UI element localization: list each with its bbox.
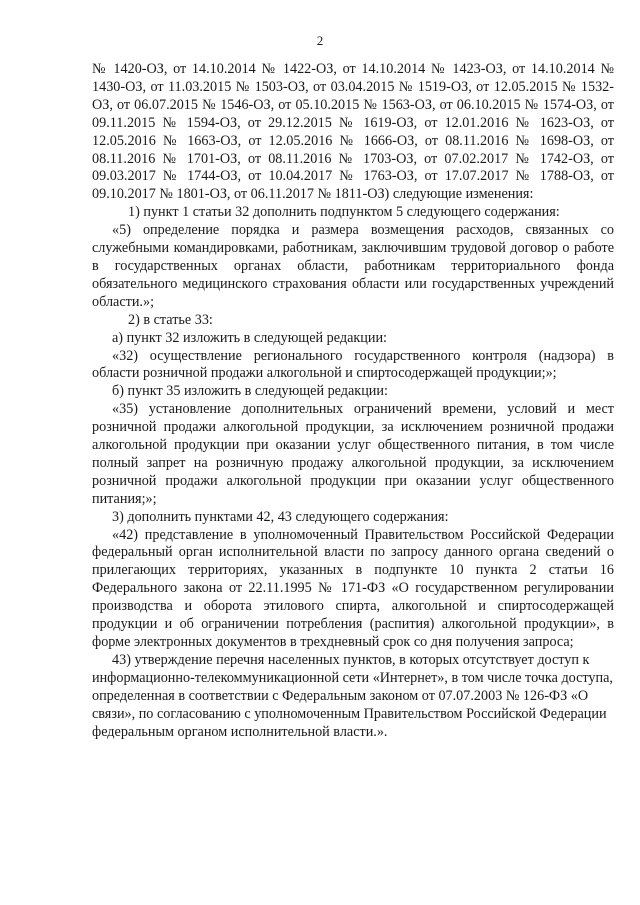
paragraph-item-2a: а) пункт 32 изложить в следующей редакции: [112, 329, 387, 346]
paragraph-item-3: 3) дополнить пунктами 42, 43 следующего содержания: [112, 508, 449, 525]
paragraph-point-35: «35) установление дополнительных ограничений времени, условий и мест розничной продажи алкогольной продукции, за исключением розничной продажи алкогольной продукции при оказании услуг общественного питания, в том числе полный запрет на розничную продажу алкогольной продукции, за исключением розничной продажи алкогольной продукции при оказании услуг общественного питания;»; [92, 401, 614, 507]
paragraph-amended-laws-list: № 1420-ОЗ, от 14.10.2014 № 1422-ОЗ, от 14.10.2014 № 1423-ОЗ, от 14.10.2014 № 1430-ОЗ, от 11.03.2015 № 1503-ОЗ, от 03.04.2015 № 1519-ОЗ, от 12.05.2015 № 1532-ОЗ, от 06.07.2015 № 1546-ОЗ, от 05.10.2015 № 1563-ОЗ, от 06.10.2015 № 1574-ОЗ, от 09.11.2015 № 1594-ОЗ, от 29.12.2015 № 1619-ОЗ, от 12.01.2016 № 1623-ОЗ, от 12.05.2016 № 1663-ОЗ, от 12.05.2016 № 1666-ОЗ, от 08.11.2016 № 1698-ОЗ, от 08.11.2016 № 1701-ОЗ, от 08.11.2016 № 1703-ОЗ, от 07.02.2017 № 1742-ОЗ, от 09.03.2017 № 1744-ОЗ, от 10.04.2017 № 1763-ОЗ, от 17.07.2017 № 1788-ОЗ, от 09.10.2017 № 1801-ОЗ, от 06.11.2017 № 1811-ОЗ) следующие изменения: [92, 61, 614, 203]
paragraph-item-1: 1) пункт 1 статьи 32 дополнить подпунктом 5 следующего содержания: [128, 204, 560, 221]
paragraph-item-2b: б) пункт 35 изложить в следующей редакции: [112, 383, 388, 400]
paragraph-point-43: 43) утверждение перечня населенных пунктов, в которых отсутствует доступ к информационно-телекоммуникационной сети «Интернет», в том числе точка доступа, определенная в соответствии с Федеральным законом от 07.07.2003 № 126-ФЗ «О связи», по согласованию с уполномоченным Правительством Российской Федерации федеральным органом исполнительной власти.». [92, 651, 613, 740]
paragraph-point-32: «32) осуществление регионального государственного контроля (надзора) в области розничной продажи алкогольной и спиртосодержащей продукции;»; [92, 347, 614, 382]
document-body [92, 61, 614, 741]
paragraph-item-2: 2) в статье 33: [128, 311, 213, 328]
page-number: 2 [316, 33, 324, 48]
paragraph-point-42: «42) представление в уполномоченный Правительством Российской Федерации федеральный орган исполнительной власти по запросу данного органа сведений о прилегающих территориях, указанных в подпункте 10 пункта 2 статьи 16 Федерального закона от 22.11.1995 № 171-ФЗ «О государственном регулировании производства и оборота этилового спирта, алкогольной и спиртосодержащей продукции и об ограничении потребления (распития) алкогольной продукции», в форме электронных документов в трехдневный срок со дня получения запроса; [92, 526, 614, 650]
paragraph-subitem-5: «5) определение порядка и размера возмещения расходов, связанных со служебными командировками, работникам, заключившим трудовой договор о работе в государственных органах области, работникам территориального фонда обязательного медицинского страхования области или государственных учреждений области.»; [92, 222, 614, 310]
